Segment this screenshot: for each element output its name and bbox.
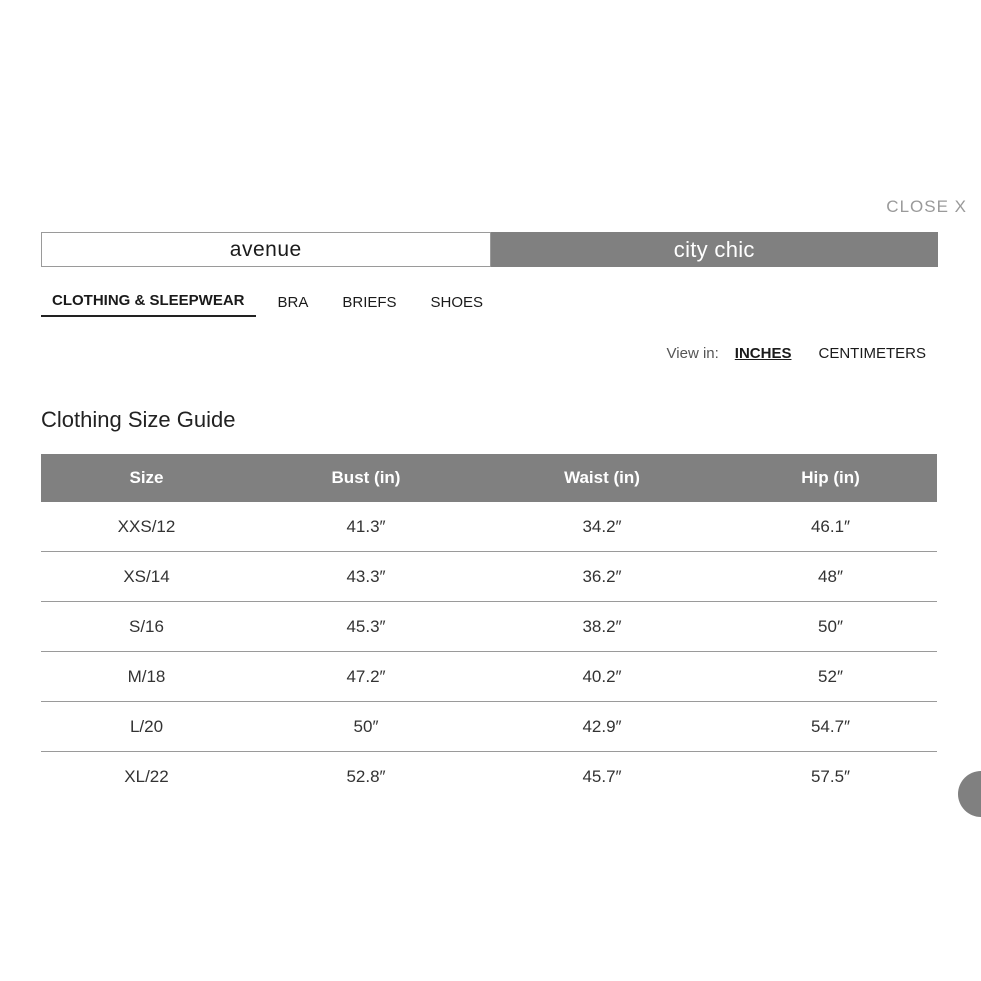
table-row	[41, 602, 937, 652]
cell-size: L/20	[41, 702, 252, 752]
table-row	[41, 752, 937, 802]
cell-hip: 57.5″	[810, 766, 851, 786]
cell-bust: 41.3″	[252, 502, 480, 552]
tab-bra[interactable]: BRA	[277, 294, 309, 311]
cell-hip: 46.1″	[724, 502, 937, 552]
table-row	[41, 552, 937, 602]
column-header-hip: Hip (in)	[724, 454, 937, 502]
column-header-waist: Waist (in)	[480, 454, 724, 502]
tab-briefs[interactable]: BRIEFS	[342, 294, 397, 311]
table-header-row	[41, 454, 937, 502]
unit-inches-link[interactable]: INCHES	[734, 345, 792, 362]
cell-waist: 34.2″	[480, 502, 724, 552]
tab-clothing-sleepwear[interactable]: CLOTHING & SLEEPWEAR	[41, 292, 256, 317]
cell-bust: 45.3″	[252, 602, 480, 652]
table-row	[41, 702, 937, 752]
cell-hip: 50″	[724, 602, 937, 652]
brand-tab-avenue[interactable]: avenue	[41, 232, 491, 267]
cell-hip: 48″	[724, 552, 937, 602]
cell-size: XXS/12	[41, 502, 252, 552]
cell-bust: 50″	[252, 702, 480, 752]
column-header-bust: Bust (in)	[252, 454, 480, 502]
chat-widget-button[interactable]	[958, 771, 981, 817]
page-title: Clothing Size Guide	[41, 407, 236, 432]
cell-hip: 54.7″	[724, 702, 937, 752]
cell-size: XL/22	[124, 766, 169, 786]
cell-bust: 43.3″	[252, 552, 480, 602]
column-header-size: Size	[41, 454, 252, 502]
unit-switch	[667, 345, 926, 362]
cell-bust: 52.8″	[346, 766, 386, 786]
unit-label: View in:	[666, 345, 719, 362]
cell-bust: 47.2″	[252, 652, 480, 702]
brand-tab-city-chic[interactable]: city chic	[491, 232, 939, 267]
cell-waist: 40.2″	[480, 652, 724, 702]
table-row	[41, 502, 937, 552]
category-tabs	[41, 292, 506, 317]
tab-shoes[interactable]: SHOES	[430, 294, 484, 311]
brand-switch	[41, 232, 938, 267]
unit-centimeters-link[interactable]: CENTIMETERS	[818, 345, 926, 362]
cell-size: M/18	[41, 652, 252, 702]
cell-hip: 52″	[724, 652, 937, 702]
cell-size: XS/14	[41, 552, 252, 602]
cell-waist: 45.7″	[582, 766, 622, 786]
cell-size: S/16	[41, 602, 252, 652]
cell-waist: 42.9″	[480, 702, 724, 752]
size-table	[41, 454, 937, 801]
close-button[interactable]: CLOSE X	[886, 197, 967, 216]
table-row	[41, 652, 937, 702]
cell-waist: 38.2″	[480, 602, 724, 652]
cell-waist: 36.2″	[480, 552, 724, 602]
